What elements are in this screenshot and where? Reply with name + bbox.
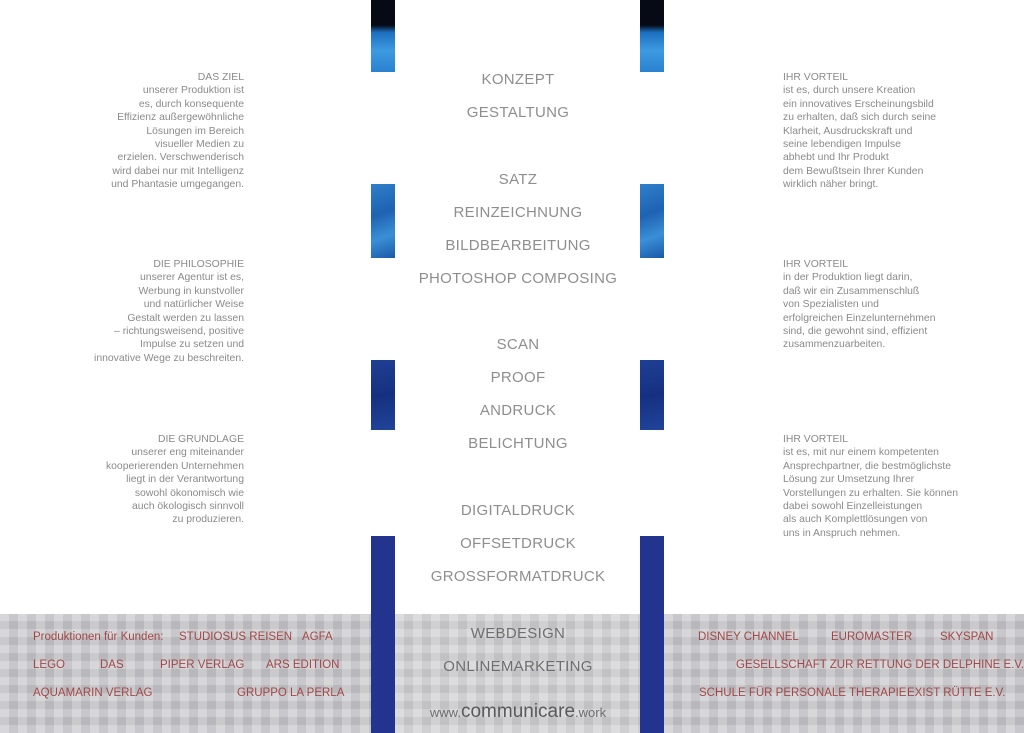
service-onlinemarketing: ONLINEMARKETING (443, 658, 593, 675)
text-line: und Phantasie umgegangen. (111, 179, 244, 191)
client-item: LEGO (33, 659, 65, 671)
text-line: DAS ZIEL (197, 72, 244, 83)
text-line: DIE PHILOSOPHIE (153, 259, 244, 270)
text-line: – richtungsweisend, positive (114, 326, 244, 338)
service-photoshop-composing: PHOTOSHOP COMPOSING (418, 270, 618, 287)
text-line: ist es, durch unsere Kreation (783, 85, 916, 97)
service-digitaldruck: DIGITALDRUCK (460, 502, 576, 519)
text-line: kooperierenden Unternehmen (105, 460, 244, 472)
service-bildbearbeitung: BILDBEARBEITUNG (445, 237, 591, 254)
text-line: erzielen. Verschwenderisch (117, 152, 244, 164)
clients-intro: Produktionen für Kunden: (33, 631, 164, 643)
service-webdesign: WEBDESIGN (470, 625, 566, 642)
text-line: es, durch konsequente (138, 98, 244, 110)
text-line: innovative Wege zu beschreiten. (94, 352, 244, 364)
text-line: seine lebendigen Impulse (783, 139, 901, 151)
stripe-left-4 (371, 536, 395, 733)
text-line: als auch Komplettlösungen von (783, 514, 928, 526)
text-line: unserer eng miteinander (131, 447, 244, 459)
text-line: IHR VORTEIL (783, 259, 849, 270)
text-line: Gestalt werden zu lassen (127, 312, 244, 324)
text-line: DIE GRUNDLAGE (157, 434, 244, 445)
text-line: sind, die gewohnt sind, effizient (783, 326, 928, 338)
service-konzept: KONZEPT (481, 71, 555, 88)
client-item: SKYSPAN (940, 631, 994, 643)
text-line: sowohl ökonomisch wie (134, 487, 244, 499)
text-line: Werbung in kunstvoller (138, 285, 244, 297)
text-line: und natürlicher Weise (143, 299, 244, 311)
client-item: STUDIOSUS REISEN (179, 631, 293, 643)
service-scan: SCAN (496, 336, 540, 353)
text-line: abhebt und Ihr Produkt (783, 152, 889, 164)
text-line: auch ökologisch sinnvoll (131, 501, 244, 513)
text-line: Lösung zur Umsetzung Ihrer (783, 474, 915, 486)
stripe-right-4 (640, 536, 664, 733)
text-line: IHR VORTEIL (783, 434, 849, 445)
client-item: SCHULE FÜR PERSONALE THERAPIE (699, 687, 907, 699)
right-block-vorteil-2 (783, 258, 983, 352)
client-item: AQUAMARIN VERLAG (33, 687, 153, 699)
stripe-right-1 (640, 0, 664, 72)
client-item: AGFA (302, 631, 333, 643)
url-suffix: .work (575, 705, 607, 720)
text-line: daß wir ein Zusammenschluß (783, 285, 920, 297)
stripe-left-1 (371, 0, 395, 72)
text-line: zusammenzuarbeiten. (783, 339, 886, 351)
text-line: liegt in der Verantwortung (126, 474, 244, 486)
text-line: visueller Medien zu (155, 139, 244, 151)
text-line: Ansprechpartner, die bestmöglichste (783, 460, 952, 472)
stripe-left-2 (371, 184, 395, 258)
text-line: dem Bewußtsein Ihrer Kunden (783, 165, 924, 177)
stripe-left-3 (371, 360, 395, 430)
text-line: ist es, mit nur einem kompetenten (783, 447, 939, 459)
left-block-grundlage (4, 433, 244, 527)
left-block-ziel (4, 71, 244, 192)
text-line: Vorstellungen zu erhalten. Sie können (783, 487, 959, 499)
client-item: ARS EDITION (266, 659, 340, 671)
client-item: EUROMASTER (831, 631, 913, 643)
service-andruck: ANDRUCK (479, 402, 557, 419)
text-line: erfolgreichen Einzelunternehmen (783, 312, 936, 324)
text-line: uns in Anspruch nehmen. (783, 527, 901, 539)
text-line: wirklich näher bringt. (783, 179, 879, 191)
text-line: dabei sowohl Einzelleistungen (783, 501, 923, 513)
service-grossformatdruck: GROSSFORMATDRUCK (430, 568, 606, 585)
text-line: wird dabei nur mit Intelligenz (112, 165, 244, 177)
client-item: GRUPPO LA PERLA (237, 687, 345, 699)
text-line: IHR VORTEIL (783, 72, 849, 83)
right-block-vorteil-3 (783, 433, 983, 540)
service-offsetdruck: OFFSETDRUCK (460, 535, 576, 552)
service-reinzeichnung: REINZEICHNUNG (453, 204, 583, 221)
url-prefix: www. (429, 705, 461, 720)
text-line: Effizienz außergewöhnliche (117, 112, 244, 124)
text-line: Impulse zu setzen und (140, 339, 244, 351)
text-line: zu erhalten, daß sich durch seine (783, 112, 937, 124)
text-line: Lösungen im Bereich (146, 125, 244, 137)
service-satz: SATZ (498, 171, 538, 188)
website-url[interactable] (396, 701, 640, 723)
text-line: unserer Agentur ist es, (140, 272, 244, 284)
stripe-right-3 (640, 360, 664, 430)
service-belichtung: BELICHTUNG (468, 435, 568, 452)
service-gestaltung: GESTALTUNG (466, 104, 570, 121)
service-proof: PROOF (490, 369, 546, 386)
client-item: EXIST RÜTTE E.V. (907, 687, 1006, 699)
right-block-vorteil-1 (783, 71, 983, 192)
client-item: DAS (100, 659, 124, 671)
stripe-right-2 (640, 184, 664, 258)
text-line: von Spezialisten und (783, 299, 879, 311)
client-item: DISNEY CHANNEL (698, 631, 799, 643)
url-name: communicare (460, 701, 576, 722)
left-block-philosophie (4, 258, 244, 365)
text-line: zu produzieren. (172, 514, 244, 526)
client-item: PIPER VERLAG (160, 659, 245, 671)
client-item: GESELLSCHAFT ZUR RETTUNG DER DELPHINE E.V. (736, 659, 1024, 671)
text-line: unserer Produktion ist (142, 85, 244, 97)
text-line: ein innovatives Erscheinungsbild (783, 98, 934, 110)
text-line: Klarheit, Ausdruckskraft und (783, 125, 913, 137)
text-line: in der Produktion liegt darin, (783, 272, 913, 284)
